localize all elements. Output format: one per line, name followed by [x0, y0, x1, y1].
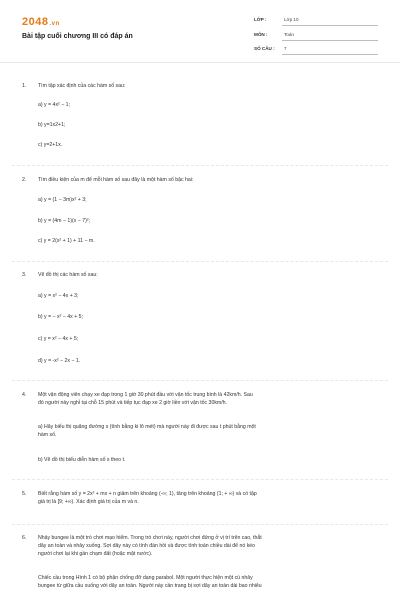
question-item: c) y = x² − 4x + 5; — [38, 336, 79, 342]
question-text-line: Biết rằng hàm số y = 2x² + mx + n giảm trên khoảng (-∞; 1), tăng trên khoảng (1; + ∞) và có tập — [38, 491, 257, 497]
question-text: Tìm điều kiện của m để mỗi hàm số sau đây là một hàm số bậc hai: — [38, 177, 194, 183]
question-count-underline — [282, 54, 378, 55]
question-item: b) y = − x² − 4x + 5; — [38, 314, 83, 320]
question-count-value: 7 — [284, 46, 287, 51]
question-text-line: đó người này nghỉ tại chỗ 15 phút và tiếp tục đạp xe 2 giờ liền với vận tốc 30km/h. — [38, 400, 228, 406]
question-item: b) y=1x2+1; — [38, 122, 66, 128]
question-text — [38, 490, 382, 506]
divider — [12, 524, 388, 525]
document-title: Bài tập cuối chương III có đáp án — [22, 33, 133, 40]
part-a-line: hàm số. — [38, 432, 57, 438]
question-text — [38, 391, 382, 407]
question-text: Tìm tập xác định của các hàm số sau: — [38, 83, 126, 89]
question-text-line: Nhảy bungee là một trò chơi mạo hiểm. Trong trò chơi này, người chơi đứng ở vị trí trên cao, thắt — [38, 535, 262, 541]
question-item: a) y = (1 − 3m)x² + 3; — [38, 197, 87, 203]
question-item: c) y = 2(x² + 1) + 11 − m. — [38, 238, 95, 244]
class-label: LỚP : — [254, 17, 267, 22]
question-text-line: dây an toàn và nhảy xuống. Sợi dây này có tính đàn hồi và được tính toán chiều dài để nó kéo — [38, 543, 256, 549]
class-value: Lớp 10 — [284, 17, 299, 22]
divider — [12, 261, 388, 262]
divider — [12, 380, 388, 381]
question-item: a) y = 4x² − 1; — [38, 102, 71, 108]
question-number: 3. — [22, 272, 27, 278]
subject-label: MÔN : — [254, 32, 268, 37]
question-part-b: b) Vẽ đồ thị biểu diễn hàm số s theo t. — [38, 457, 126, 463]
part-a-line: a) Hãy biểu thị quãng đường s (tính bằng ki lô mét) mà người này đi được sau t phút bằng một — [38, 424, 256, 430]
paragraph-line: Chiếc cầu trong Hình 1 có bộ phận chống đỡ dạng parabol. Một người thực hiện một cú nhảy — [38, 575, 253, 581]
divider — [12, 165, 388, 166]
question-text-line: người chơi lại khi gần chạm đất (hoặc mặt nước). — [38, 551, 153, 557]
question-text — [38, 534, 382, 558]
question-count-label: SỐ CÂU : — [254, 46, 275, 51]
subject-value: Toán — [284, 32, 294, 37]
class-underline — [282, 25, 378, 26]
paragraph-line: bungee từ giữa cầu xuống với dây an toàn. Người này cần trang bị sợi dây an toàn dài bao nhiêu — [38, 583, 262, 589]
question-number: 2. — [22, 177, 27, 183]
question-text-line: giá trị là [9; +∞). Xác định giá trị của m và n. — [38, 499, 139, 505]
divider — [12, 479, 388, 480]
question-item: d) y = -x² − 2x − 1. — [38, 358, 81, 364]
question-text-line: Một vận động viên chạy xe đạp trong 1 giờ 30 phút đầu với vận tốc trung bình là 42km/h. Sau — [38, 392, 253, 398]
document-header — [0, 0, 400, 63]
site-logo[interactable]: 2048.vn — [22, 16, 60, 28]
subject-underline — [282, 40, 378, 41]
question-part-a — [38, 423, 378, 439]
question-item: b) y = (4m − 1)(x − 7)²; — [38, 218, 91, 224]
question-number: 6. — [22, 535, 27, 541]
question-number: 1. — [22, 83, 27, 89]
question-item: c) y=2+1x. — [38, 142, 63, 148]
question-paragraph — [38, 574, 378, 590]
question-number: 4. — [22, 392, 27, 398]
question-text: Vẽ đồ thị các hàm số sau: — [38, 272, 98, 278]
question-item: a) y = x² − 4x + 3; — [38, 293, 79, 299]
question-number: 5. — [22, 491, 27, 497]
